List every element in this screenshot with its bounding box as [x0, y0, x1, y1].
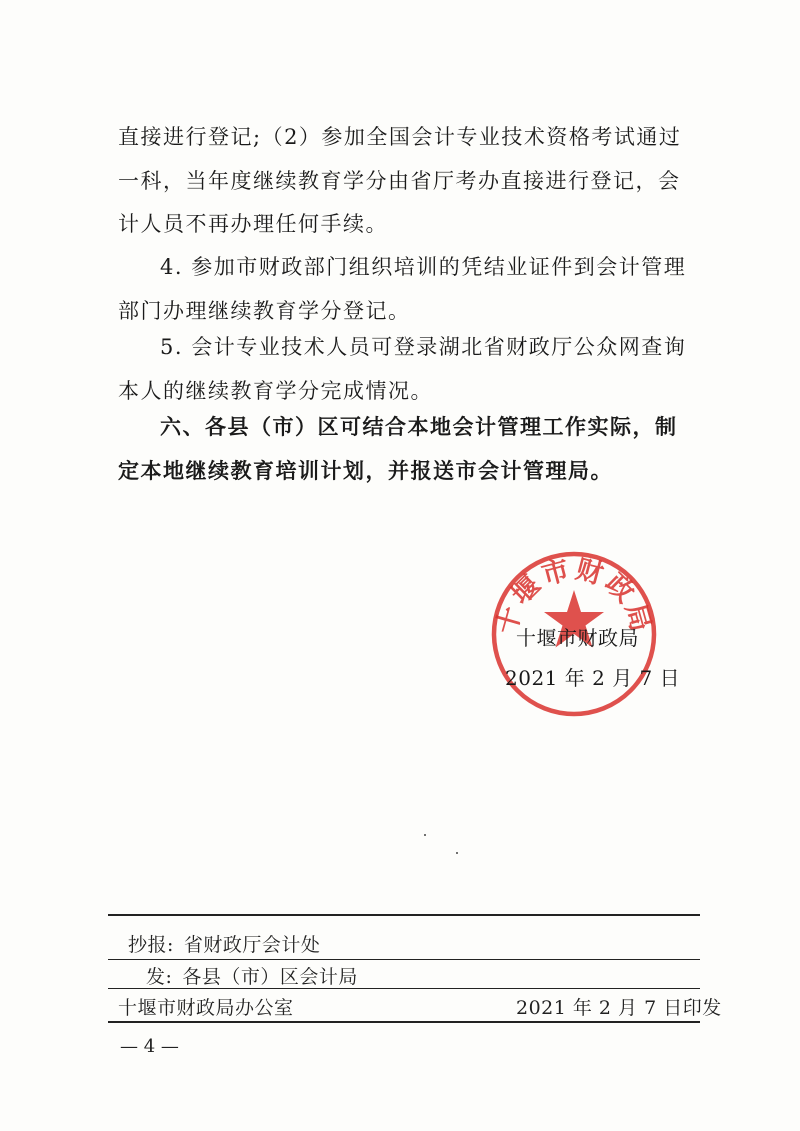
- signature-organization: 十堰市财政局: [516, 626, 639, 650]
- footer-bottom-rule: [108, 1021, 700, 1023]
- body-paragraph-section-6: 六、各县（市）区可结合本地会计管理工作实际，制定本地继续教育培训计划，并报送市会计管理局。: [118, 415, 678, 483]
- body-paragraph-item-5: 5. 会计专业技术人员可登录湖北省财政厅公众网查询本人的继续教育学分完成情况。: [118, 335, 687, 403]
- scan-speck: [424, 834, 426, 836]
- send-line: [146, 962, 358, 989]
- footer-rule-2: [108, 988, 700, 989]
- issuer-office: 十堰市财政局办公室: [118, 997, 294, 1019]
- issue-date: 2021 年 2 月 7 日印发: [516, 997, 722, 1019]
- footer-top-rule: [108, 914, 700, 916]
- body-paragraph-1: 直接进行登记;（2）参加全国会计专业技术资格考试通过一科，当年度继续教育学分由省厅考办直接进行登记，会计人员不再办理任何手续。: [118, 125, 682, 236]
- signature-date: 2021 年 2 月 7 日: [505, 666, 681, 690]
- scan-speck: [456, 852, 458, 854]
- cc-value: 省财政厅会计处: [183, 934, 321, 956]
- send-value: 各县（市）区会计局: [182, 966, 358, 988]
- footer-mid-rule: [108, 959, 700, 960]
- send-label: 发:: [146, 966, 173, 988]
- svg-text:十堰市财政局: 十堰市财政局: [490, 553, 658, 638]
- body-paragraph-item-4: 4. 参加市财政部门组织培训的凭结业证件到会计管理部门办理继续教育学分登记。: [118, 255, 687, 323]
- page-number: — 4 —: [120, 1036, 179, 1057]
- cc-line: [128, 930, 320, 957]
- cc-label: 抄报:: [128, 934, 174, 956]
